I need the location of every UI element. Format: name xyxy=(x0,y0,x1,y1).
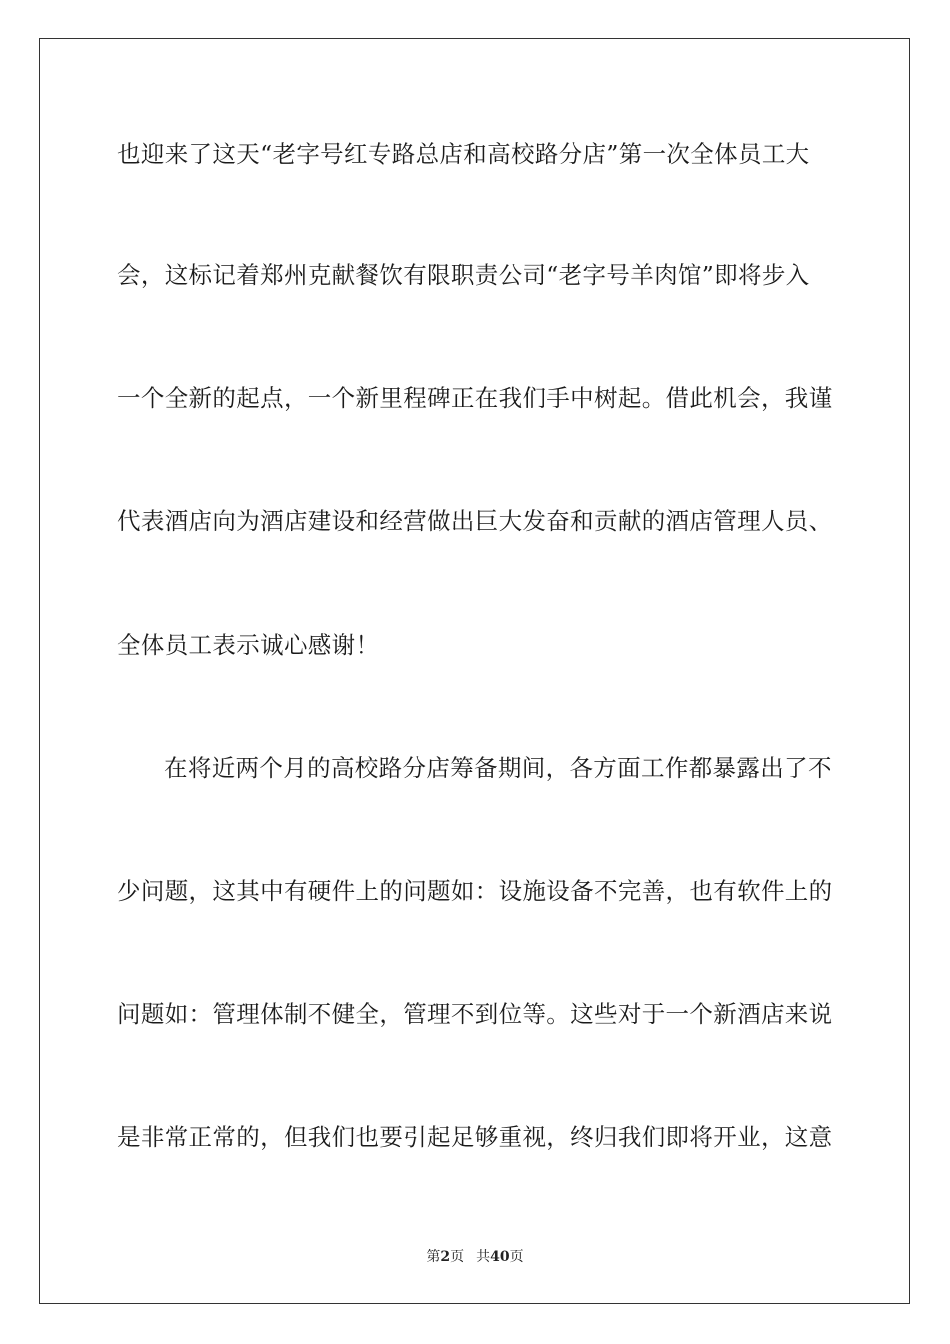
page-border xyxy=(39,38,910,1304)
footer-total-pages: 40 xyxy=(490,1249,510,1265)
text-line-2: 会，这标记着郑州克献餐饮有限职责公司“老字号羊肉馆”即将步入 xyxy=(117,261,810,289)
text-line-6: 在将近两个月的高校路分店筹备期间，各方面工作都暴露出了不 xyxy=(164,754,832,782)
footer-current-page: 2 xyxy=(440,1249,451,1265)
footer-total-prefix: 共 xyxy=(476,1249,491,1265)
text-line-8: 问题如：管理体制不健全，管理不到位等。这些对于一个新酒店来说 xyxy=(117,1000,833,1028)
footer-page-suffix: 页 xyxy=(450,1249,465,1265)
text-line-4: 代表酒店向为酒店建设和经营做出巨大发奋和贡献的酒店管理人员、 xyxy=(117,507,833,535)
footer-total-suffix: 页 xyxy=(509,1249,524,1265)
footer-page-prefix: 第 xyxy=(426,1249,441,1265)
text-line-9: 是非常正常的，但我们也要引起足够重视，终归我们即将开业，这意 xyxy=(117,1123,833,1151)
page-footer xyxy=(0,1247,950,1267)
text-line-7: 少问题，这其中有硬件上的问题如：设施设备不完善，也有软件上的 xyxy=(117,877,833,905)
text-line-3: 一个全新的起点，一个新里程碑正在我们手中树起。借此机会，我谨 xyxy=(117,384,833,412)
text-line-5: 全体员工表示诚心感谢！ xyxy=(117,631,380,659)
text-line-1: 也迎来了这天“老字号红专路总店和高校路分店”第一次全体员工大 xyxy=(117,140,810,168)
